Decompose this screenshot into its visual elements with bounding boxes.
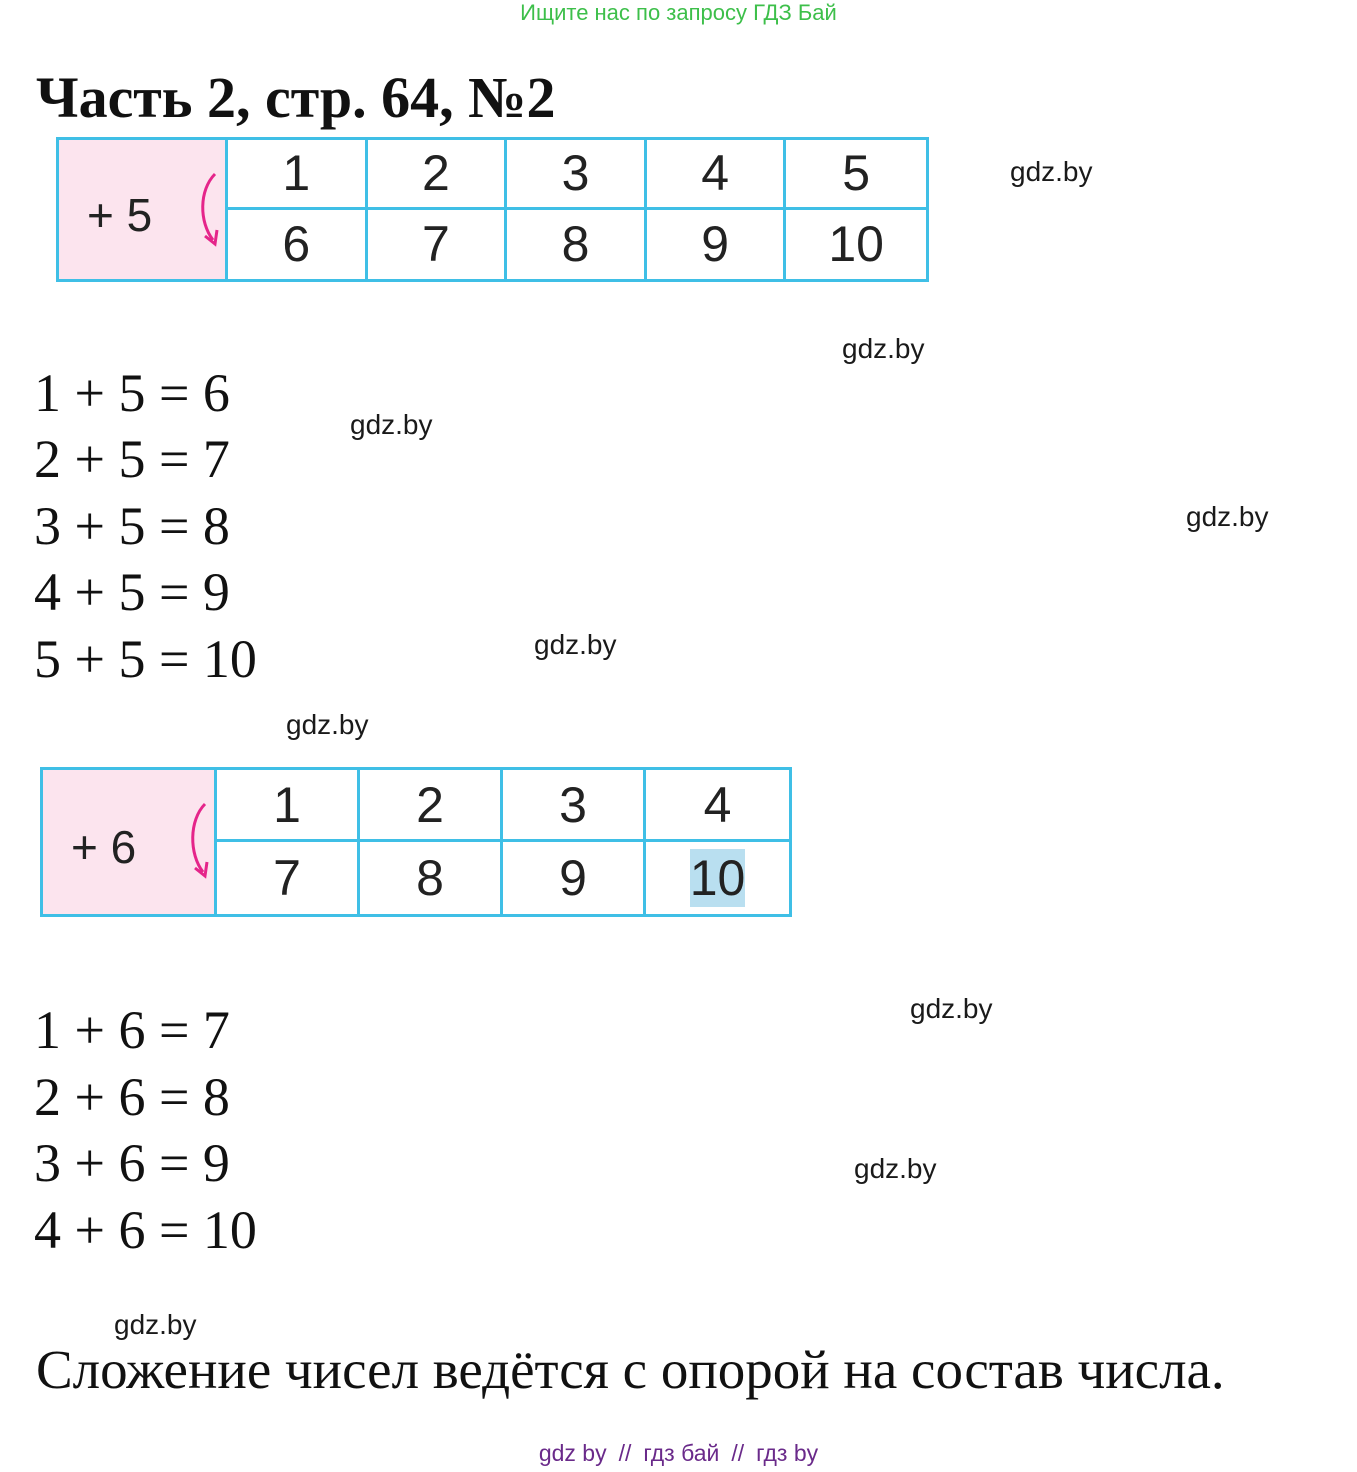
watermark: gdz.by: [1186, 501, 1269, 532]
top-cell: 2: [360, 770, 503, 842]
equation: 1 + 5 = 6: [34, 363, 230, 423]
footer-link[interactable]: гдз бай: [643, 1440, 720, 1466]
search-banner: Ищите нас по запросу ГДЗ Бай: [520, 0, 837, 25]
top-cell: 5: [786, 140, 926, 210]
top-cell: 4: [646, 770, 789, 842]
equation: 3 + 6 = 9: [34, 1133, 230, 1193]
footer-separator: //: [618, 1440, 632, 1466]
top-cell: 2: [368, 140, 508, 210]
top-cell: 1: [228, 140, 368, 210]
number-grid: [217, 770, 789, 914]
top-cell: 4: [647, 140, 787, 210]
operator-cell: [59, 140, 228, 279]
watermark: gdz.by: [910, 993, 993, 1024]
addition-table-plus-5: [56, 137, 929, 282]
bottom-cell: 10: [828, 216, 884, 273]
footer-link[interactable]: gdz by: [538, 1440, 607, 1466]
top-cell: 3: [507, 140, 647, 210]
page-title: Часть 2, стр. 64, №2: [36, 65, 556, 130]
watermark: gdz.by: [854, 1153, 937, 1184]
footer: [0, 1440, 1357, 1467]
bottom-cell: 8: [507, 210, 647, 280]
equation: 2 + 5 = 7: [34, 429, 230, 489]
bottom-cell: 9: [503, 842, 646, 914]
footer-separator: //: [731, 1440, 745, 1466]
top-cell: 3: [503, 770, 646, 842]
bottom-cell: 7: [368, 210, 508, 280]
curved-arrow-icon: [195, 170, 225, 250]
operator-label: + 6: [71, 821, 137, 873]
equation: 5 + 5 = 10: [34, 629, 257, 689]
number-grid: [228, 140, 926, 279]
footer-link[interactable]: гдз by: [756, 1440, 819, 1466]
bottom-cell: 7: [217, 842, 360, 914]
operator-label: + 5: [87, 189, 153, 241]
watermark: gdz.by: [534, 629, 617, 660]
equation: 4 + 5 = 9: [34, 562, 230, 622]
watermark: gdz.by: [114, 1309, 197, 1340]
equation: 1 + 6 = 7: [34, 1000, 230, 1060]
equation: 2 + 6 = 8: [34, 1067, 230, 1127]
bottom-cell: 9: [647, 210, 787, 280]
conclusion-text: Сложение чисел ведётся с опорой на состав числа.: [36, 1339, 1225, 1400]
top-cell: 1: [217, 770, 360, 842]
highlighted-value: 10: [689, 850, 746, 906]
addition-table-plus-6: [40, 767, 792, 917]
bottom-cell: 8: [360, 842, 503, 914]
bottom-cell: [646, 842, 789, 914]
bottom-cell: 6: [228, 210, 368, 280]
watermark: gdz.by: [286, 709, 369, 740]
watermark: gdz.by: [842, 333, 925, 364]
equation: 3 + 5 = 8: [34, 496, 230, 556]
watermark: gdz.by: [1010, 156, 1093, 187]
watermark: gdz.by: [350, 409, 433, 440]
operator-cell: [43, 770, 217, 914]
equation: 4 + 6 = 10: [34, 1200, 257, 1260]
curved-arrow-icon: [185, 800, 215, 882]
